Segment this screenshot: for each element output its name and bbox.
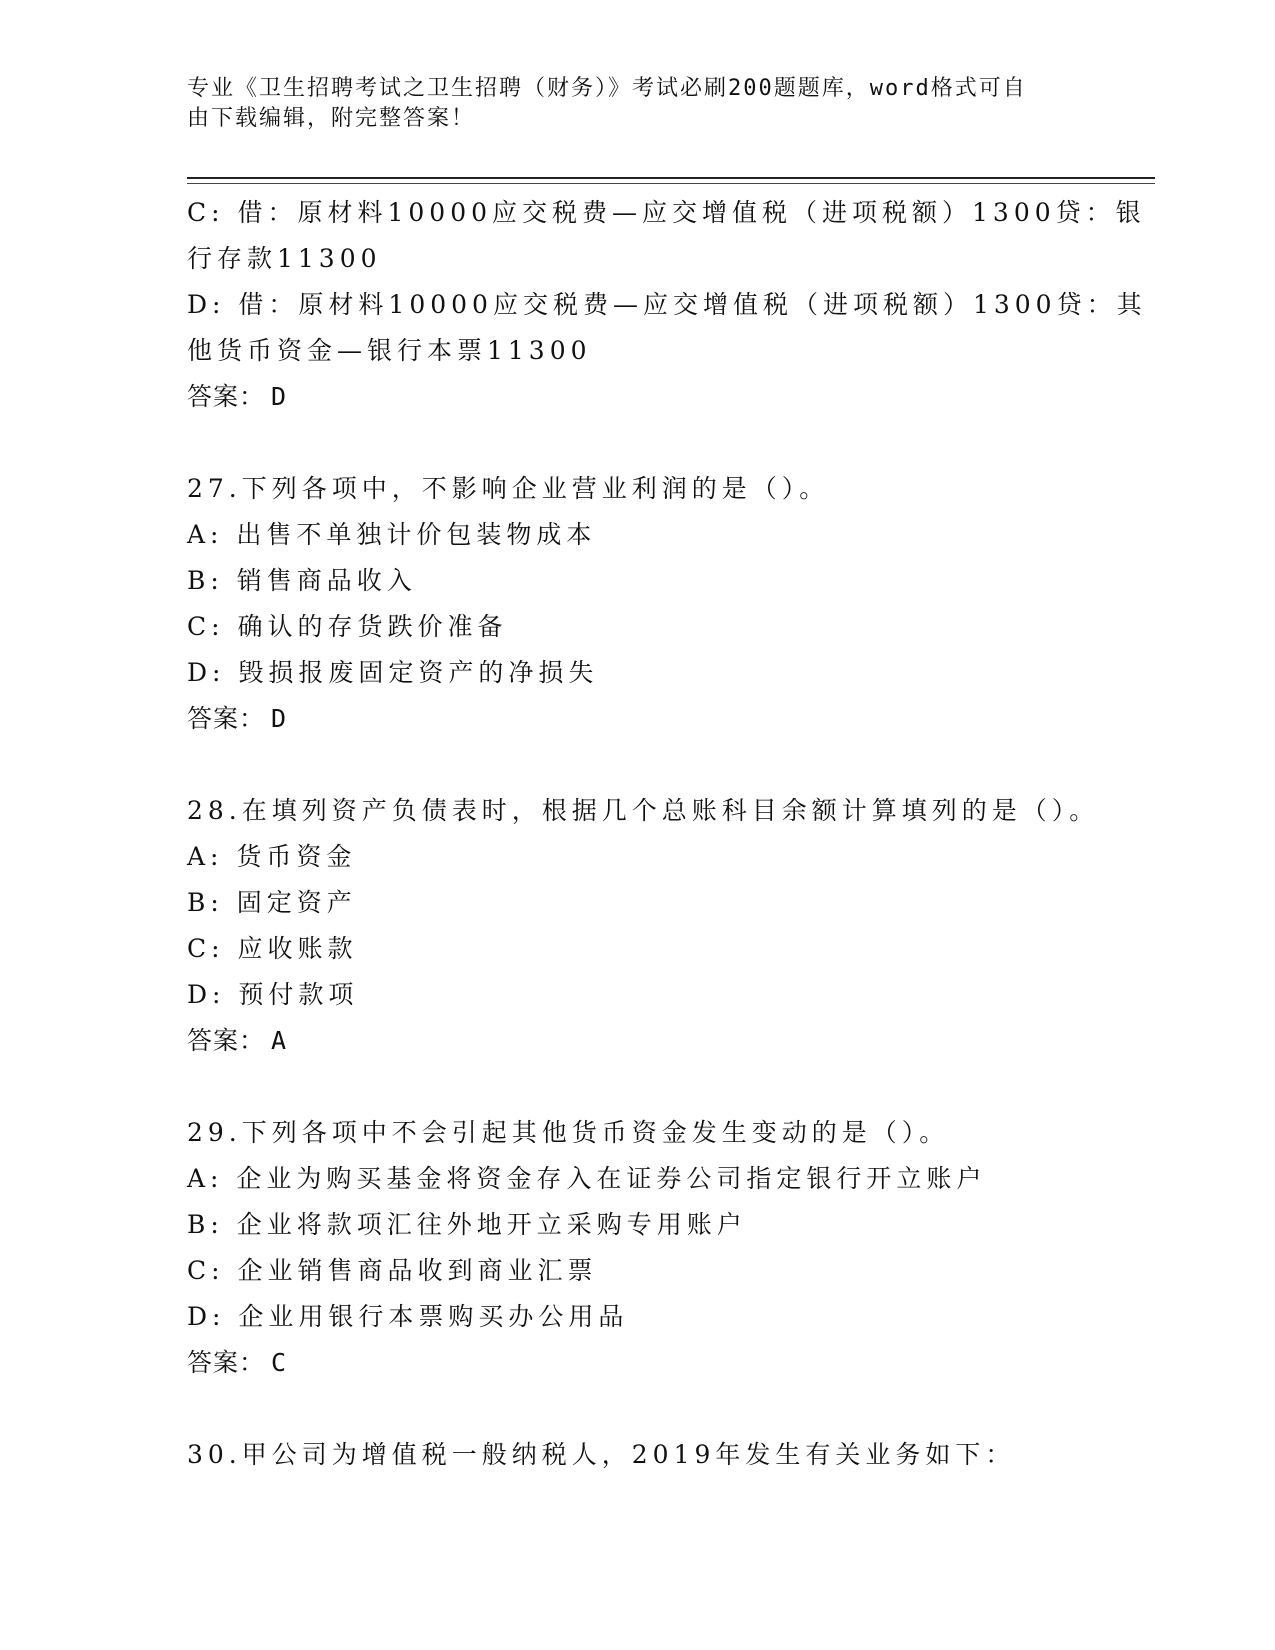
header-line-1: 专业《卫生招聘考试之卫生招聘（财务）》考试必刷200题题库，word格式可自 — [187, 76, 1027, 101]
option-a: A: 出售不单独计价包装物成本 — [187, 520, 597, 549]
option-d: D: 预付款项 — [187, 980, 359, 1009]
answer-value: D — [271, 704, 288, 733]
option-c: C: 应收账款 — [187, 934, 358, 963]
question-stem: 29.下列各项中不会引起其他货币资金发生变动的是（）。 — [187, 1118, 950, 1147]
answer-label: 答案： — [187, 1348, 266, 1377]
question-29 — [187, 1110, 1087, 1386]
spacer — [187, 742, 1087, 788]
answer-line — [187, 374, 1087, 420]
answer-value: A — [271, 1026, 288, 1055]
question-stem: 28.在填列资产负债表时，根据几个总账科目余额计算填列的是（）。 — [187, 796, 1100, 825]
question-27 — [187, 466, 1087, 742]
option-d: D: 企业用银行本票购买办公用品 — [187, 1302, 629, 1331]
answer-line — [187, 1018, 1087, 1064]
answer-label: 答案： — [187, 1026, 266, 1055]
option-a: A: 货币资金 — [187, 842, 357, 871]
document-header — [187, 74, 1087, 134]
question-stem: 27.下列各项中，不影响企业营业利润的是（）。 — [187, 474, 830, 503]
question-30 — [187, 1432, 1087, 1478]
answer-label: 答案： — [187, 704, 266, 733]
option-a: A: 企业为购买基金将资金存入在证券公司指定银行开立账户 — [187, 1164, 987, 1193]
header-divider-thin — [187, 183, 1155, 184]
question-26-continued — [187, 190, 1147, 420]
option-c-line-2: 行存款11300 — [187, 244, 382, 273]
answer-value: D — [271, 382, 288, 411]
answer-line — [187, 696, 1087, 742]
option-c: C: 企业销售商品收到商业汇票 — [187, 1256, 598, 1285]
question-28 — [187, 788, 1100, 1064]
option-b: B: 企业将款项汇往外地开立采购专用账户 — [187, 1210, 747, 1239]
answer-value: C — [271, 1348, 288, 1377]
option-c: C: 确认的存货跌价准备 — [187, 612, 508, 641]
option-d-line-2: 他货币资金—银行本票11300 — [187, 336, 592, 365]
spacer — [187, 420, 1087, 466]
spacer — [187, 1386, 1087, 1432]
option-c-line-1: C: 借：原材料10000应交税费—应交增值税（进项税额）1300贷：银 — [187, 198, 1146, 227]
spacer — [187, 1064, 1087, 1110]
document-body — [187, 190, 1147, 1478]
header-line-2: 由下载编辑，附完整答案！ — [187, 106, 476, 131]
option-d-line-1: D: 借：原材料10000应交税费—应交增值税（进项税额）1300贷：其 — [187, 290, 1147, 319]
answer-label: 答案： — [187, 382, 266, 411]
option-b: B: 固定资产 — [187, 888, 357, 917]
header-divider-thick — [187, 177, 1155, 179]
option-d: D: 毁损报废固定资产的净损失 — [187, 658, 599, 687]
option-b: B: 销售商品收入 — [187, 566, 417, 595]
question-stem: 30.甲公司为增值税一般纳税人，2019年发生有关业务如下： — [187, 1440, 1016, 1469]
answer-line — [187, 1340, 1087, 1386]
